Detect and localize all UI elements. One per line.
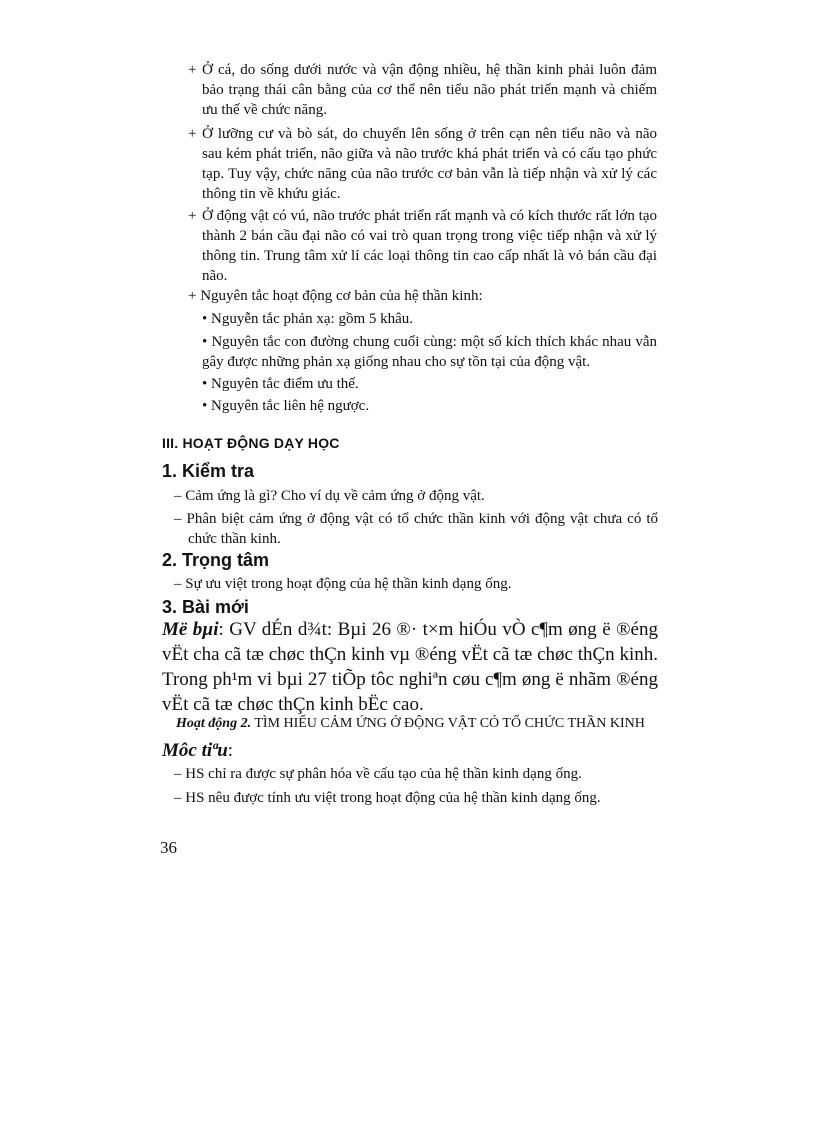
muc-tieu-item: – HS nêu được tính ưu việt trong hoạt động của hệ thần kinh dạng ống. (174, 790, 601, 806)
muc-tieu-colon: : (227, 740, 234, 761)
kiem-tra-item: – Cảm ứng là gì? Cho ví dụ về cảm ứng ở động vật. (174, 488, 485, 504)
trong-tam-item: – Sự ưu việt trong hoạt động của hệ thần kinh dạng ống. (174, 576, 512, 592)
bai-moi-paragraph (162, 617, 658, 717)
bullet-text: Ở cá, do sống dưới nước và vận động nhiều, hệ thần kinh phải luôn đảm bảo trạng thái cân bằng của cơ thể nên tiểu não phát triển mạnh và chiếm ưu thế về chức năng. (202, 62, 657, 118)
bai-moi-title: 3. Bài mới (162, 597, 249, 617)
bullet-text: Ở động vật có vú, não trước phát triển rất mạnh và có kích thước rất lớn tạo thành 2 bán cầu đại não có vai trò quan trọng trong việc tiếp nhận và xử lý thông tin. Trung tâm xử lí các loại thông tin cao cấp nhất là vỏ bán cầu đại não. (202, 208, 657, 284)
trong-tam-title: 2. Trọng tâm (162, 550, 270, 570)
bullet-paragraph-fish (188, 60, 657, 120)
muc-tieu-label: Môc tiªu (162, 740, 228, 761)
activity-title: TÌM HIỂU CẢM ỨNG Ở ĐỘNG VẬT CÓ TỔ CHỨC THẦN KINH (251, 716, 645, 731)
kiem-tra-item: – Phân biệt cảm ứng ở động vật có tổ chức thần kinh với động vật chưa có tổ chức thần kinh. (174, 511, 658, 547)
bullet-text: Ở lưỡng cư và bò sát, do chuyển lên sống ở trên cạn nên tiểu não và não sau kém phát triển, não giữa và não trước khá phát triển và có cấu tạo phức tạp. Tuy vậy, chức năng của não trước cơ bản vẫn là tiếp nhận và xử lý các thông tin về khứu giác. (202, 126, 657, 202)
activity-heading (176, 716, 666, 732)
muc-tieu-heading (162, 740, 233, 762)
lead-text: : GV dÉn d¾t: Bµi 26 ®· t×m hiÓu vÒ c¶m øng ë ®éng vËt cha cã tæ chøc thÇn kinh vµ ®éng vËt cã tæ chøc thÇn kinh. Trong ph¹m vi bµi 27 tiÕp tôc nghiªn cøu c¶m øng ë nhãm ®éng vËt cã tæ chøc thÇn kinh bËc cao. (162, 619, 658, 715)
principle-item: • Nguyên tắc liên hệ ngược. (202, 398, 370, 414)
activity-label: Hoạt động 2. (176, 716, 252, 731)
bullet-mark: + (188, 126, 197, 142)
lead-label: Më bµi (162, 619, 219, 640)
bullet-mark: + (188, 208, 197, 224)
kiem-tra-title: 1. Kiểm tra (162, 461, 255, 481)
section-title: III. HOẠT ĐỘNG DẠY HỌC (162, 435, 340, 451)
principles-title: + Nguyên tắc hoạt động cơ bản của hệ thần kinh: (188, 288, 483, 304)
principle-item: • Nguyên tắc điểm ưu thế. (202, 376, 359, 392)
page-number: 36 (160, 838, 177, 857)
bullet-paragraph-amphibian (188, 124, 657, 204)
principle-item: • Nguyễn tắc phản xạ: gồm 5 khâu. (202, 311, 414, 327)
principle-item: • Nguyên tắc con đường chung cuối cùng: một số kích thích khác nhau vẫn gây được những phản xạ giống nhau cho sự tồn tại của động vật. (202, 334, 657, 370)
muc-tieu-item: – HS chỉ ra được sự phân hóa về cấu tạo của hệ thần kinh dạng ống. (174, 766, 582, 782)
bullet-paragraph-mammal (188, 206, 657, 286)
bullet-mark: + (188, 62, 197, 78)
